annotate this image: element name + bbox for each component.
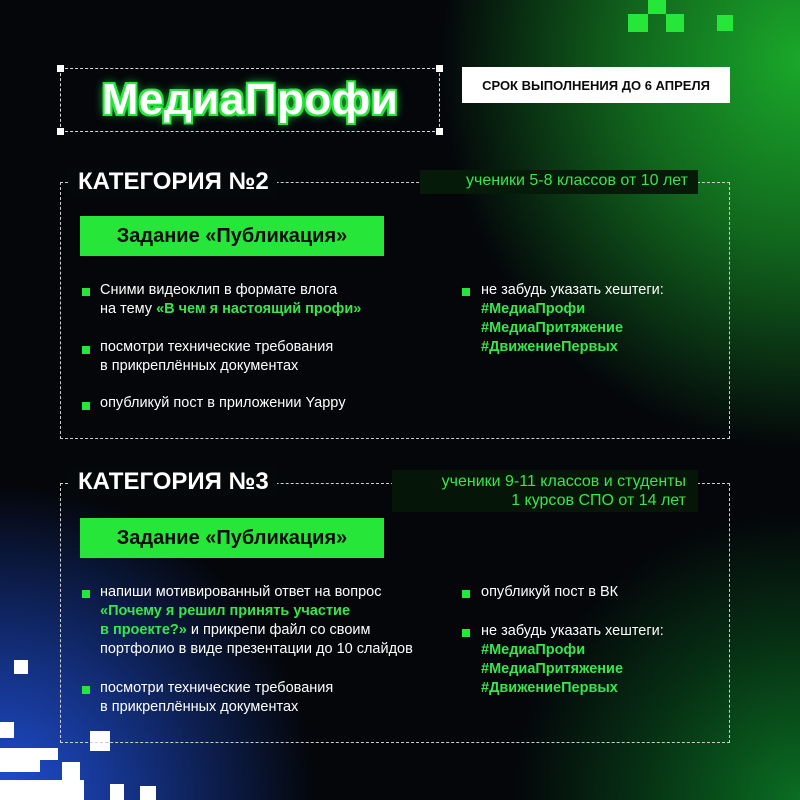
cat3-item-1-line-1: напиши мотивированный ответ на вопрос (100, 584, 382, 600)
cat2-item-2-line-1: посмотри технические требования (100, 339, 334, 355)
cat2-item-4-text: не забудь указать хештеги: (481, 282, 664, 298)
category-2-title: КАТЕГОРИЯ №2 (70, 167, 277, 197)
pixel-decoration (110, 784, 124, 800)
category-3-age-line-1: ученики 9-11 классов и студенты (441, 473, 686, 490)
pixel-decoration (140, 786, 156, 800)
hashtag: #ДвижениеПервых (481, 680, 618, 696)
cat2-item-2-line-2: в прикреплённых документах (100, 358, 299, 374)
cat3-item-1-line-4: портфолио в виде презентации до 10 слайдов (100, 641, 413, 657)
cat2-item-3: опубликуй пост в приложении Yappy (100, 395, 346, 411)
bullet-icon (462, 590, 470, 598)
pixel-decoration (628, 14, 648, 32)
pixel-decoration (0, 780, 62, 800)
cat3-item-4-text: не забудь указать хештеги: (481, 623, 664, 639)
category-3-title: КАТЕГОРИЯ №3 (70, 467, 277, 497)
bullet-icon (462, 288, 470, 296)
bullet-icon (82, 590, 90, 598)
cat2-item-2 (100, 338, 440, 376)
hashtag: #МедиаПритяжение (481, 661, 624, 677)
cat3-item-4 (481, 622, 721, 698)
cat2-item-1 (100, 281, 440, 319)
cat2-item-1-text: на тему (100, 301, 157, 317)
cat3-item-1-highlight: «Почему я решил принять участие (100, 603, 351, 619)
pixel-decoration (62, 762, 80, 780)
pixel-decoration (62, 780, 84, 800)
pixel-decoration (717, 15, 733, 31)
cat2-item-1-highlight: «В чем я настоящий профи» (156, 301, 362, 317)
cat3-item-1 (100, 583, 450, 659)
bullet-icon (462, 629, 470, 637)
bullet-icon (82, 686, 90, 694)
pixel-decoration (14, 660, 28, 674)
bullet-icon (82, 346, 90, 354)
cat3-item-2-line-2: в прикреплённых документах (100, 699, 299, 715)
cat2-item-4 (481, 281, 721, 357)
hashtag: #ДвижениеПервых (481, 339, 618, 355)
cat2-item-1-line-1: Сними видеоклип в формате влога (100, 282, 338, 298)
category-3-age (380, 472, 686, 510)
category-3-task-label: Задание «Публикация» (80, 518, 384, 558)
logo-frame (60, 68, 440, 132)
hashtag: #МедиаПрофи (481, 301, 586, 317)
category-2-task-label: Задание «Публикация» (80, 216, 384, 256)
deadline-badge: СРОК ВЫПОЛНЕНИЯ ДО 6 АПРЕЛЯ (462, 67, 730, 103)
cat3-item-2-line-1: посмотри технические требования (100, 680, 334, 696)
logo: МедиаПрофи (101, 75, 399, 124)
category-2-age: ученики 5-8 классов от 10 лет (466, 172, 688, 189)
pixel-decoration (0, 748, 40, 772)
cat3-item-3: опубликуй пост в ВК (481, 584, 619, 600)
category-3-age-line-2: 1 курсов СПО от 14 лет (511, 492, 686, 509)
pixel-decoration (40, 748, 58, 760)
cat3-item-1-highlight-end: в проекте?» (100, 622, 187, 638)
cat3-item-1-text: и прикрепи файл со своим (186, 622, 371, 638)
bullet-icon (82, 288, 90, 296)
hashtag: #МедиаПритяжение (481, 320, 624, 336)
cat3-item-2 (100, 679, 440, 717)
hashtag: #МедиаПрофи (481, 642, 586, 658)
pixel-decoration (0, 722, 14, 738)
pixel-decoration (648, 0, 666, 14)
cat2-item-1-line-2 (100, 300, 440, 319)
pixel-decoration (666, 14, 684, 32)
cat3-item-1-line-3 (100, 621, 450, 640)
bullet-icon (82, 402, 90, 410)
